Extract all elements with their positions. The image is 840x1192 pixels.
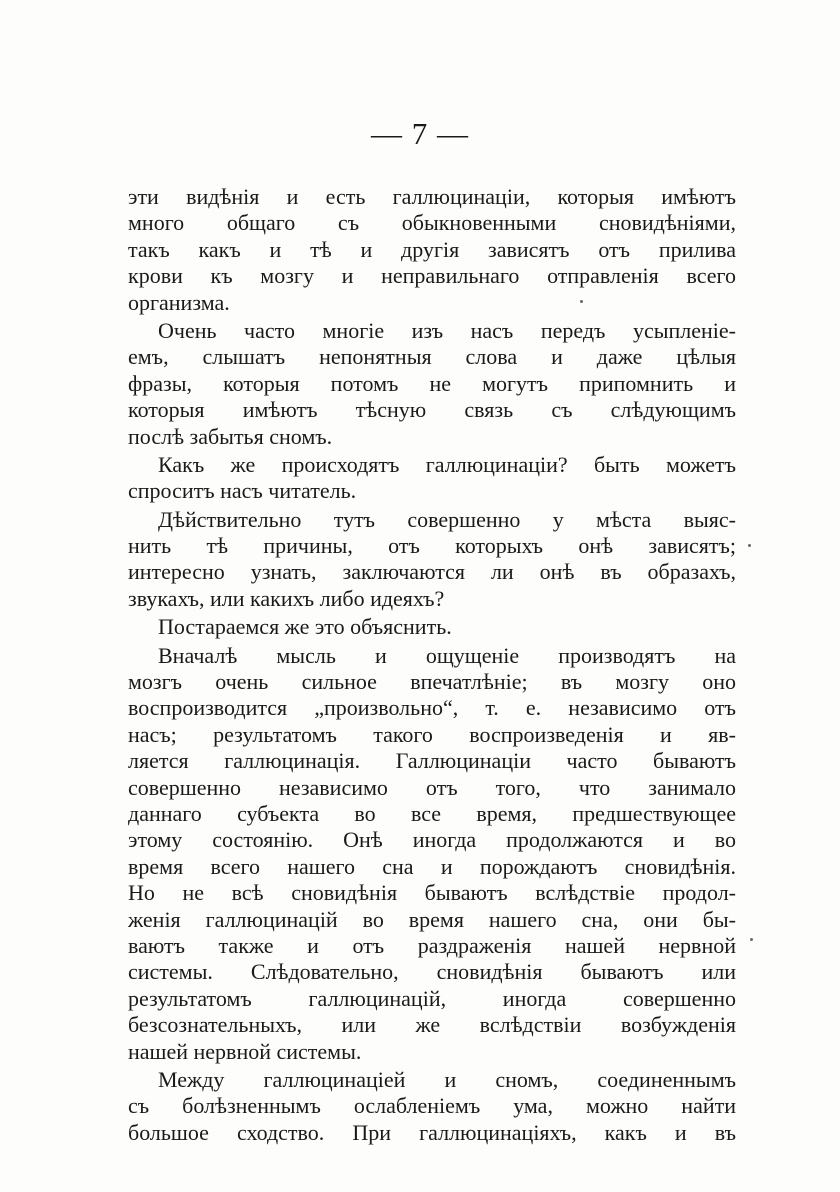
text-line: Постараемся же это объяснить.: [158, 614, 452, 640]
text-line: звукахъ, или какихъ либо идеяхъ?: [128, 585, 445, 611]
text-line: совершенно независимо отъ того, что занимало: [128, 774, 736, 800]
text-line: организма.: [128, 289, 230, 315]
text-line: время всего нашего сна и порождаютъ сновидѣнія.: [128, 853, 736, 879]
text-line: этому состоянію. Онѣ иногда продолжаются и во: [128, 827, 736, 853]
text-line: емъ, слышатъ непонятныя слова и даже цѣлыя: [128, 344, 736, 370]
text-line: которыя имѣютъ тѣсную связь съ слѣдующимъ: [128, 397, 736, 423]
paper-speck: [750, 938, 753, 941]
text-line: съ болѣзненнымъ ослабленіемъ ума, можно найти: [128, 1093, 736, 1119]
text-line: Какъ же происходятъ галлюцинаціи? быть можетъ: [158, 451, 736, 477]
body-text: [128, 184, 736, 1146]
text-line: нашей нервной системы.: [128, 1038, 362, 1064]
text-line: много общаго съ обыкновенными сновидѣніями,: [128, 210, 736, 236]
text-line: ляется галлюцинація. Галлюцинаціи часто бываютъ: [128, 748, 736, 774]
text-line: Очень часто многіе изъ насъ передъ усыпленіе-: [158, 317, 736, 343]
text-line: большое сходство. При галлюцинаціяхъ, какъ и въ: [128, 1119, 736, 1145]
text-line: мозгъ очень сильное впечатлѣніе; въ мозгу оно: [128, 669, 736, 695]
text-line: Вначалѣ мысль и ощущеніе производятъ на: [158, 642, 736, 668]
text-line: интересно узнать, заключаются ли онѣ въ образахъ,: [128, 559, 736, 585]
text-line: воспроизводится „произвольно“, т. е. независимо отъ: [128, 695, 736, 721]
text-line: Но не всѣ сновидѣнія бываютъ вслѣдствіе продол-: [128, 880, 736, 906]
text-line: фразы, которыя потомъ не могутъ припомнить и: [128, 370, 736, 396]
text-line: спроситъ насъ читатель.: [128, 478, 357, 504]
text-line: женія галлюцинацій во время нашего сна, они бы-: [128, 906, 736, 932]
text-line: Между галлюцинаціей и сномъ, соединеннымъ: [158, 1066, 736, 1092]
text-line: даннаго субъекта во все время, предшествующее: [128, 800, 736, 826]
text-line: безсознательныхъ, или же вслѣдствіи возбужденія: [128, 1012, 736, 1038]
paper-speck: [580, 300, 583, 303]
text-line: системы. Слѣдовательно, сновидѣнія бываютъ или: [128, 959, 736, 985]
page-number: — 7 —: [371, 116, 469, 151]
text-line: нить тѣ причины, отъ которыхъ онѣ зависятъ;: [128, 533, 736, 559]
text-line: ваютъ также и отъ раздраженія нашей нервной: [128, 932, 736, 958]
text-line: крови къ мозгу и неправильнаго отправленія всего: [128, 263, 736, 289]
text-line: послѣ забытья сномъ.: [128, 423, 333, 449]
text-line: такъ какъ и тѣ и другія зависятъ отъ прилива: [128, 236, 736, 262]
text-line: насъ; результатомъ такого воспроизведенія и яв-: [128, 721, 736, 747]
paper-speck: [748, 544, 751, 547]
text-line: Дѣйствительно тутъ совершенно у мѣста выяс-: [158, 506, 736, 532]
text-line: эти видѣнія и есть галлюцинаціи, которыя имѣютъ: [128, 184, 736, 209]
text-line: результатомъ галлюцинацій, иногда совершенно: [128, 985, 736, 1011]
